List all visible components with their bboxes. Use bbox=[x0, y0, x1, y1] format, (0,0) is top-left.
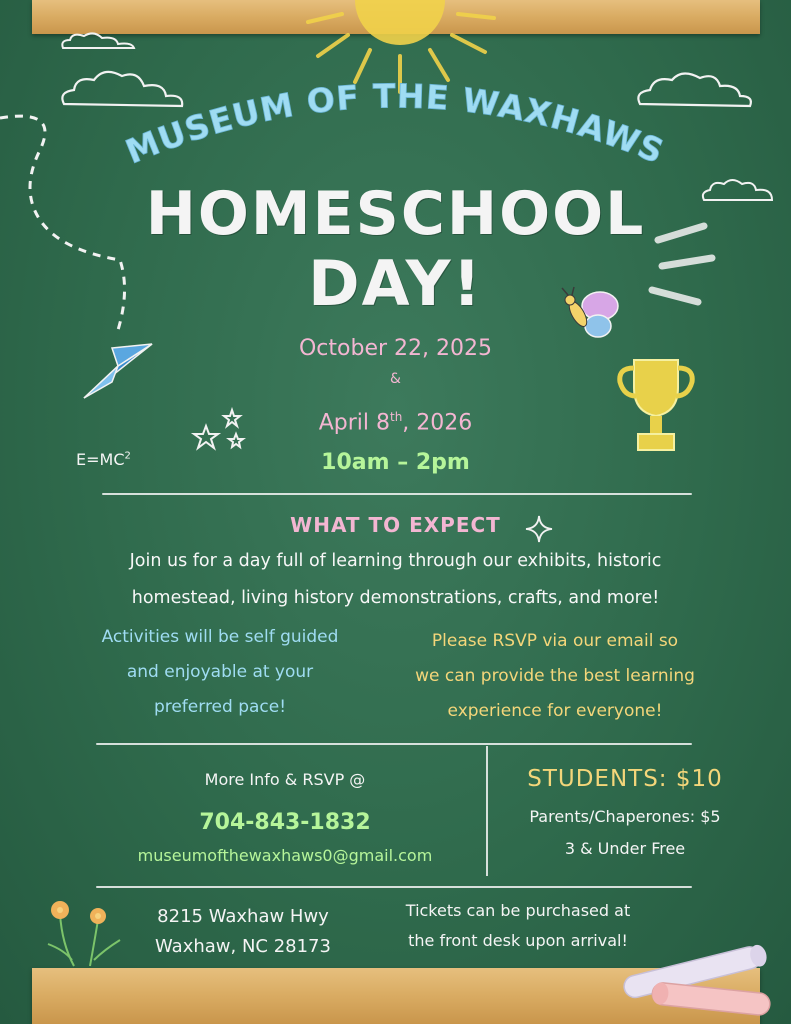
museum-title bbox=[110, 70, 680, 180]
more-info-label: More Info & RSVP @ bbox=[204, 770, 366, 789]
divider bbox=[96, 743, 692, 745]
tickets-note: Tickets can be purchased at the front desk upon arrival! bbox=[405, 901, 631, 950]
what-to-expect-heading: WHAT TO EXPECT bbox=[290, 513, 501, 537]
event-title-day: DAY! bbox=[308, 247, 483, 320]
divider-vertical bbox=[486, 746, 488, 876]
expect-line-2: homestead, living history demonstrations, crafts, and more! bbox=[131, 588, 660, 608]
event-date-2: April 8th, 2026 bbox=[318, 410, 473, 436]
divider bbox=[96, 886, 692, 888]
rsvp-note: Please RSVP via our email so we can provide the best learning experience for everyone! bbox=[415, 631, 695, 721]
svg-text:MUSEUM OF THE WAXHAWS: MUSEUM OF THE WAXHAWS bbox=[120, 76, 670, 172]
students-price: STUDENTS: $10 bbox=[527, 766, 723, 792]
event-time: 10am – 2pm bbox=[321, 450, 470, 475]
address: 8215 Waxhaw Hwy Waxhaw, NC 28173 bbox=[155, 906, 331, 957]
cloud-icon bbox=[58, 30, 138, 52]
equation-text: $E=MC^2$ bbox=[76, 450, 131, 469]
flowers-icon bbox=[34, 894, 134, 968]
under-three-price: 3 & Under Free bbox=[564, 839, 686, 858]
chalk-sticks-icon bbox=[612, 930, 782, 1024]
divider bbox=[102, 493, 692, 495]
phone-number[interactable]: 704-843-1832 bbox=[199, 810, 371, 835]
event-date-1: October 22, 2025 bbox=[298, 336, 492, 361]
email-address[interactable]: museumofthewaxhaws0@gmail.com bbox=[137, 846, 433, 865]
parents-price: Parents/Chaperones: $5 bbox=[529, 807, 721, 826]
event-title: HOMESCHOOL bbox=[145, 179, 646, 249]
trophy-icon bbox=[616, 354, 696, 458]
expect-line-1: Join us for a day full of learning through our exhibits, historic bbox=[129, 551, 662, 571]
self-guided-note: Activities will be self guided and enjoyable at your preferred pace! bbox=[101, 627, 339, 717]
date-ampersand: & bbox=[390, 371, 401, 387]
